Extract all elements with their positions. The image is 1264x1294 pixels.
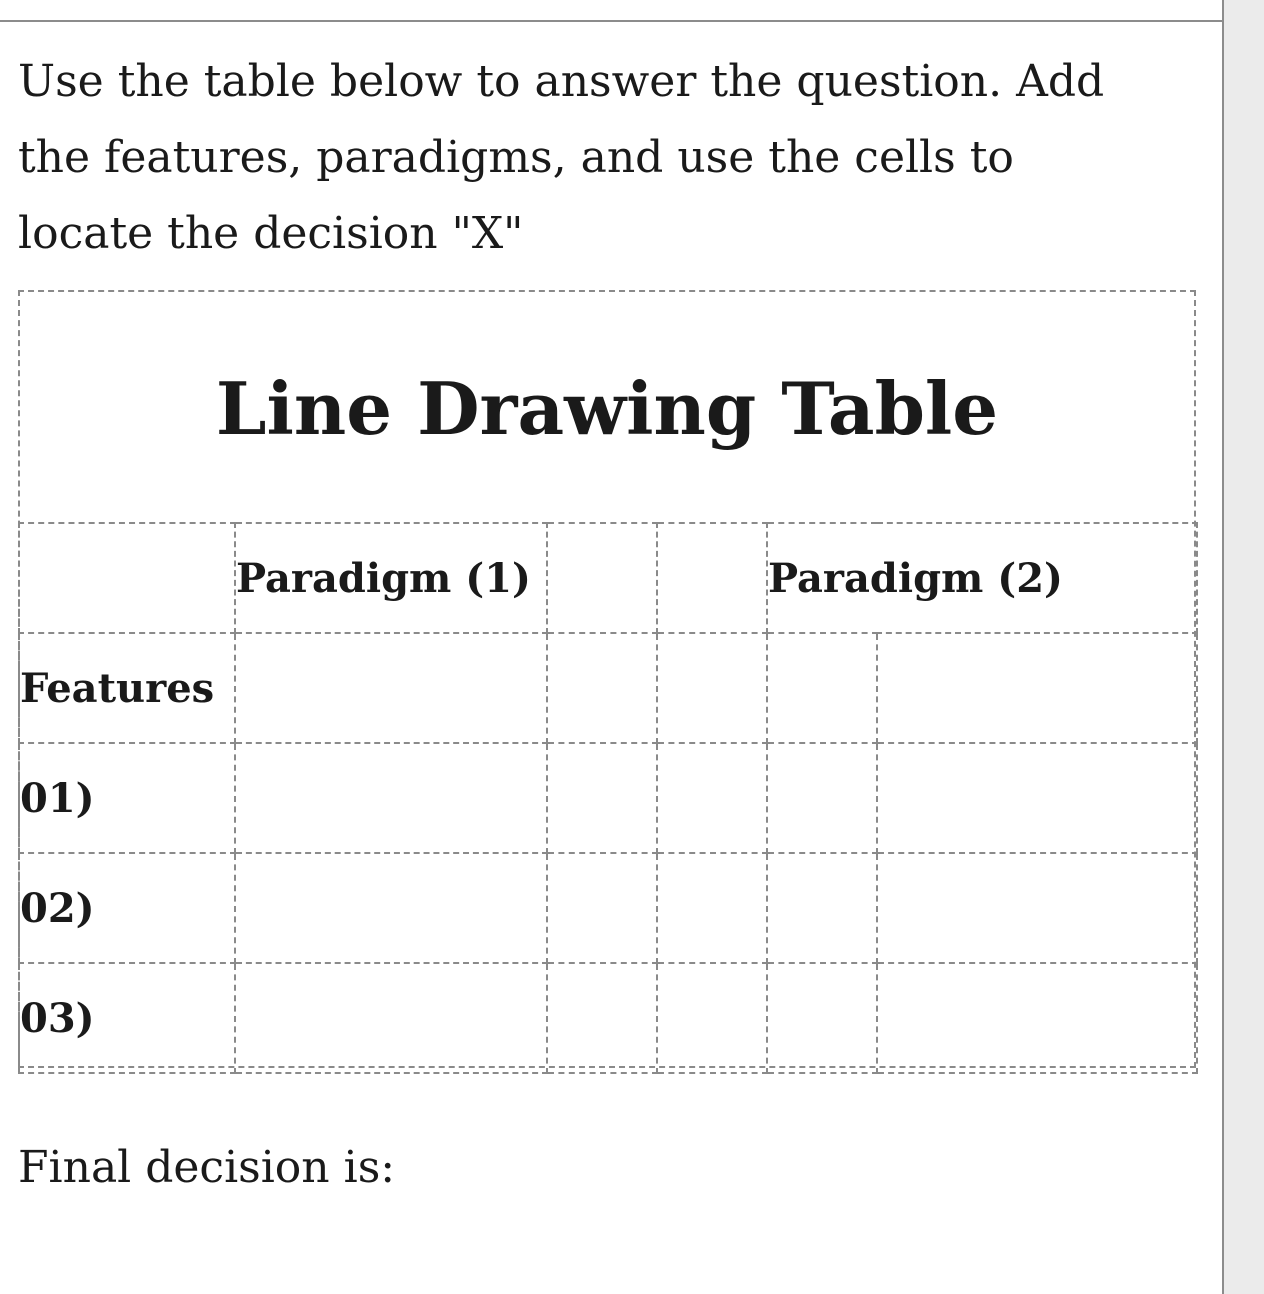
grid-cell[interactable] [877,633,1197,743]
row-label-02: 02) [19,853,235,963]
header-cell-corner [19,523,235,633]
header-cell-blank [547,523,657,633]
final-decision-label: Final decision is: [18,1142,396,1193]
grid-cell[interactable] [547,743,657,853]
row-label-01: 01) [19,743,235,853]
top-divider [0,20,1222,22]
decision-grid [18,522,1198,1074]
grid-cell[interactable] [547,633,657,743]
grid-cell[interactable] [657,633,767,743]
row-label-03: 03) [19,963,235,1073]
grid-cell[interactable] [877,963,1197,1073]
grid-cell[interactable] [767,633,877,743]
grid-cell[interactable] [547,963,657,1073]
grid-cell[interactable] [235,743,547,853]
grid-cell[interactable] [767,853,877,963]
grid-cell[interactable] [657,743,767,853]
header-row [19,523,1197,633]
grid-cell[interactable] [547,853,657,963]
grid-cell[interactable] [877,853,1197,963]
question-prompt [18,44,1208,272]
header-cell-blank [657,523,767,633]
grid-cell[interactable] [235,853,547,963]
grid-cell[interactable] [235,633,547,743]
grid-cell[interactable] [235,963,547,1073]
grid-cell[interactable] [657,963,767,1073]
prompt-line-3: locate the decision "X" [18,208,524,259]
prompt-line-1: Use the table below to answer the question. Add [18,56,1105,107]
grid-cell[interactable] [767,963,877,1073]
prompt-line-2: the features, paradigms, and use the cells to [18,132,1014,183]
row-label-features: Features [19,633,235,743]
grid-cell[interactable] [767,743,877,853]
line-drawing-table [18,290,1196,1068]
table-row [19,743,1197,853]
table-title: Line Drawing Table [215,365,999,451]
header-paradigm-1: Paradigm (1) [235,523,547,633]
grid-cell[interactable] [657,853,767,963]
grid-cell[interactable] [877,743,1197,853]
table-row [19,633,1197,743]
table-row [19,963,1197,1073]
table-row [19,853,1197,963]
header-paradigm-2: Paradigm (2) [767,523,1197,633]
